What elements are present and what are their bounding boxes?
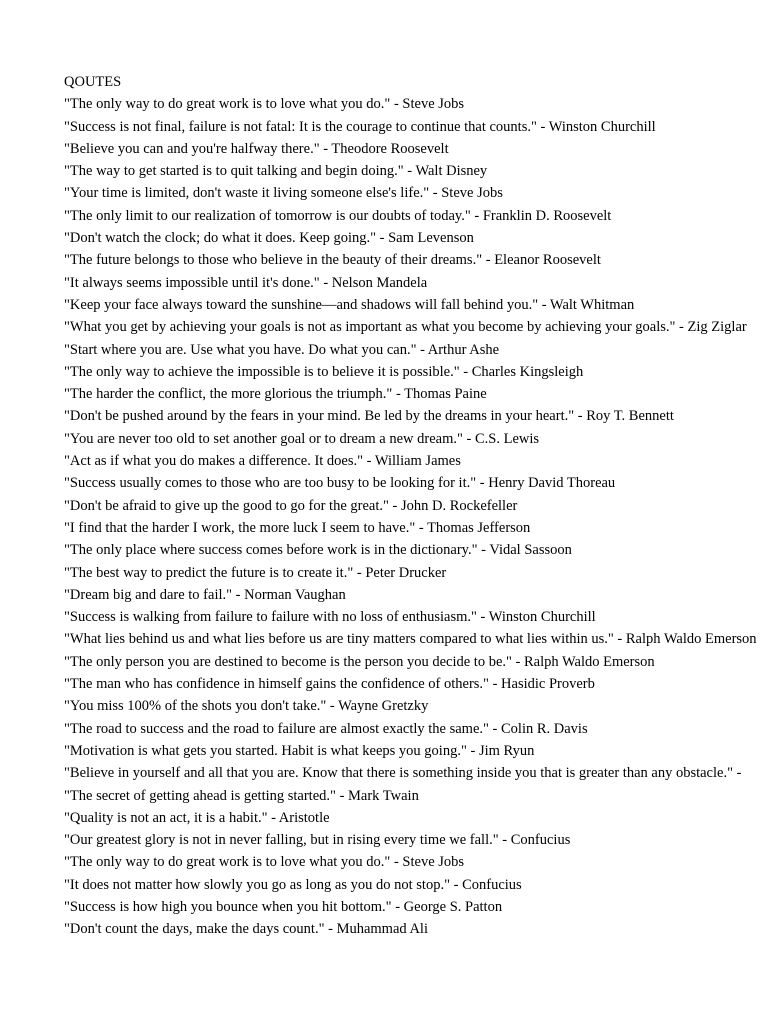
quote-line: "Your time is limited, don't waste it living someone else's life." - Steve Jobs	[64, 185, 503, 202]
page-heading: QOUTES	[64, 74, 122, 90]
quote-line: "You miss 100% of the shots you don't take." - Wayne Gretzky	[64, 698, 429, 715]
quote-line: "The best way to predict the future is to create it." - Peter Drucker	[64, 564, 447, 581]
document-body	[64, 71, 768, 941]
quote-list	[64, 93, 768, 940]
quote-line: "Our greatest glory is not in never falling, but in rising every time we fall." - Confucius	[64, 832, 571, 849]
quote-line: "Success is walking from failure to failure with no loss of enthusiasm." - Winston Churchill	[64, 609, 596, 626]
quote-line: "The way to get started is to quit talking and begin doing." - Walt Disney	[64, 163, 488, 180]
quote-line: "What you get by achieving your goals is not as important as what you become by achieving your goals." - Zig Ziglar	[64, 319, 747, 336]
quote-line: "It does not matter how slowly you go as long as you do not stop." - Confucius	[64, 876, 522, 893]
quote-line: "Dream big and dare to fail." - Norman Vaughan	[64, 586, 346, 603]
quote-line: "You are never too old to set another goal or to dream a new dream." - C.S. Lewis	[64, 430, 540, 447]
quote-line: "The only limit to our realization of tomorrow is our doubts of today." - Franklin D. Roosevelt	[64, 207, 612, 224]
quote-line: "Success is not final, failure is not fatal: It is the courage to continue that counts." - Winston Churchill	[64, 118, 656, 135]
quote-line: "The only way to do great work is to love what you do." - Steve Jobs	[64, 96, 465, 113]
quote-line: "Don't be afraid to give up the good to go for the great." - John D. Rockefeller	[64, 497, 518, 514]
quote-line: "The harder the conflict, the more glorious the triumph." - Thomas Paine	[64, 386, 487, 403]
quote-line: "It always seems impossible until it's done." - Nelson Mandela	[64, 274, 428, 291]
quote-line: "Success is how high you bounce when you hit bottom." - George S. Patton	[64, 898, 503, 915]
quote-line: "The only place where success comes before work is in the dictionary." - Vidal Sassoon	[64, 542, 572, 559]
quote-line: "The man who has confidence in himself gains the confidence of others." - Hasidic Proverb	[64, 676, 595, 693]
quote-line: "Start where you are. Use what you have. Do what you can." - Arthur Ashe	[64, 341, 500, 358]
quote-line: "Act as if what you do makes a difference. It does." - William James	[64, 453, 461, 470]
quote-line: "The only person you are destined to become is the person you decide to be." - Ralph Waldo Emerson	[64, 653, 655, 670]
quote-line: "Believe in yourself and all that you are. Know that there is something inside you that is greater than any obstacle." -	[64, 765, 742, 782]
quote-line: "Don't watch the clock; do what it does. Keep going." - Sam Levenson	[64, 230, 474, 247]
quote-line: "Believe you can and you're halfway there." - Theodore Roosevelt	[64, 140, 449, 157]
quote-line: "The only way to achieve the impossible is to believe it is possible." - Charles Kingsleigh	[64, 363, 584, 380]
quote-line: "The only way to do great work is to love what you do." - Steve Jobs	[64, 854, 465, 871]
quote-line: "Motivation is what gets you started. Habit is what keeps you going." - Jim Ryun	[64, 742, 535, 759]
quote-line: "Don't be pushed around by the fears in your mind. Be led by the dreams in your heart." - Roy T. Bennett	[64, 408, 674, 425]
quote-line: "Keep your face always toward the sunshine—and shadows will fall behind you." - Walt Whitman	[64, 296, 635, 313]
quote-line: "What lies behind us and what lies before us are tiny matters compared to what lies within us." - Ralph Waldo Emerson	[64, 631, 757, 648]
quote-line: "The secret of getting ahead is getting started." - Mark Twain	[64, 787, 419, 804]
quote-line: "Don't count the days, make the days count." - Muhammad Ali	[64, 921, 428, 938]
quote-line: "I find that the harder I work, the more luck I seem to have." - Thomas Jefferson	[64, 519, 531, 536]
quote-line: "The road to success and the road to failure are almost exactly the same." - Colin R. Davis	[64, 720, 588, 737]
quote-line: "The future belongs to those who believe in the beauty of their dreams." - Eleanor Roosevelt	[64, 252, 601, 269]
quote-line: "Success usually comes to those who are too busy to be looking for it." - Henry David Thoreau	[64, 475, 616, 492]
quote-line: "Quality is not an act, it is a habit." - Aristotle	[64, 809, 330, 826]
